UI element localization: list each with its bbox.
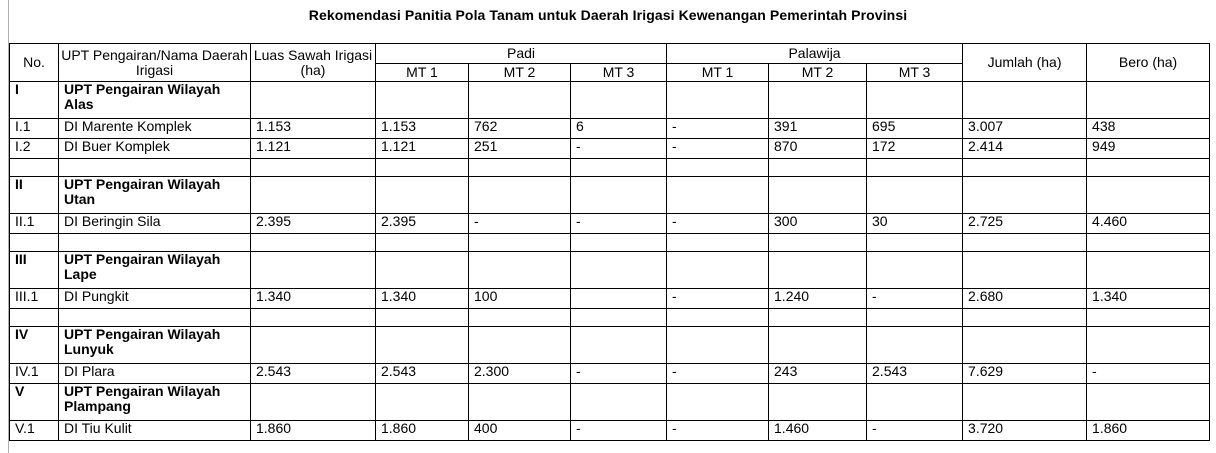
- table-cell: 1.153: [251, 119, 376, 139]
- empty-cell: [59, 309, 251, 327]
- table-cell: 6: [571, 119, 667, 139]
- table-cell: -: [571, 364, 667, 384]
- spacer-row: [10, 309, 1210, 327]
- empty-cell: [963, 159, 1087, 177]
- spacer-row: [10, 234, 1210, 252]
- empty-cell: [963, 384, 1087, 421]
- table-cell: V.1: [10, 421, 59, 441]
- table-row: [10, 214, 1210, 234]
- empty-cell: [469, 234, 571, 252]
- table-cell: 1.860: [376, 421, 469, 441]
- table-cell: -: [667, 289, 769, 309]
- header-palawija-mt1: MT 1: [667, 64, 769, 82]
- empty-cell: [963, 177, 1087, 214]
- table-cell: -: [667, 214, 769, 234]
- empty-cell: [867, 82, 963, 119]
- table-row: [10, 119, 1210, 139]
- table-cell: 1.240: [769, 289, 867, 309]
- table-cell: -: [571, 214, 667, 234]
- empty-cell: [251, 384, 376, 421]
- section-header-row: [10, 177, 1210, 214]
- empty-cell: [867, 252, 963, 289]
- table-cell: DI Buer Komplek: [59, 139, 251, 159]
- table-body: [10, 82, 1210, 441]
- empty-cell: [571, 177, 667, 214]
- empty-cell: [667, 309, 769, 327]
- section-number: V: [10, 384, 59, 421]
- header-jumlah: Jumlah (ha): [963, 44, 1087, 82]
- empty-cell: [251, 309, 376, 327]
- table-cell: DI Marente Komplek: [59, 119, 251, 139]
- table-cell: -: [667, 364, 769, 384]
- empty-cell: [1087, 309, 1210, 327]
- header-palawija: Palawija: [667, 44, 963, 64]
- table-cell: 2.543: [251, 364, 376, 384]
- table-cell: I.1: [10, 119, 59, 139]
- empty-cell: [867, 177, 963, 214]
- table-cell: 1.340: [376, 289, 469, 309]
- table-cell: 2.414: [963, 139, 1087, 159]
- table-cell: II.1: [10, 214, 59, 234]
- table-cell: I.2: [10, 139, 59, 159]
- empty-cell: [1087, 327, 1210, 364]
- section-header-row: [10, 384, 1210, 421]
- empty-cell: [867, 159, 963, 177]
- empty-cell: [769, 309, 867, 327]
- section-header-row: [10, 327, 1210, 364]
- section-name: UPT Pengairan Wilayah Plampang: [59, 384, 251, 421]
- section-number: II: [10, 177, 59, 214]
- section-number: IV: [10, 327, 59, 364]
- section-name: UPT Pengairan Wilayah Utan: [59, 177, 251, 214]
- empty-cell: [10, 234, 59, 252]
- header-luas: Luas Sawah Irigasi (ha): [251, 44, 376, 82]
- empty-cell: [667, 234, 769, 252]
- table-cell: 1.121: [376, 139, 469, 159]
- empty-cell: [376, 234, 469, 252]
- empty-cell: [1087, 159, 1210, 177]
- table-cell: 949: [1087, 139, 1210, 159]
- table-cell: 1.460: [769, 421, 867, 441]
- section-name: UPT Pengairan Wilayah Alas: [59, 82, 251, 119]
- table-cell: 391: [769, 119, 867, 139]
- table-cell: -: [1087, 364, 1210, 384]
- table-cell: 2.395: [376, 214, 469, 234]
- header-palawija-mt2: MT 2: [769, 64, 867, 82]
- header-padi-mt2: MT 2: [469, 64, 571, 82]
- empty-cell: [251, 327, 376, 364]
- table-cell: 870: [769, 139, 867, 159]
- table-cell: 3.720: [963, 421, 1087, 441]
- empty-cell: [251, 159, 376, 177]
- table-cell: DI Pungkit: [59, 289, 251, 309]
- empty-cell: [376, 252, 469, 289]
- empty-cell: [867, 309, 963, 327]
- header-palawija-mt3: MT 3: [867, 64, 963, 82]
- table-cell: 300: [769, 214, 867, 234]
- table-cell: DI Tiu Kulit: [59, 421, 251, 441]
- empty-cell: [769, 252, 867, 289]
- table-cell: 3.007: [963, 119, 1087, 139]
- empty-cell: [469, 177, 571, 214]
- table-cell: 30: [867, 214, 963, 234]
- empty-cell: [469, 252, 571, 289]
- empty-cell: [1087, 384, 1210, 421]
- empty-cell: [251, 177, 376, 214]
- empty-cell: [667, 252, 769, 289]
- table-cell: -: [571, 421, 667, 441]
- table-row: [10, 421, 1210, 441]
- table-cell: 1.340: [1087, 289, 1210, 309]
- empty-cell: [10, 159, 59, 177]
- empty-cell: [667, 327, 769, 364]
- empty-cell: [251, 82, 376, 119]
- empty-cell: [963, 252, 1087, 289]
- table-cell: III.1: [10, 289, 59, 309]
- table-cell: -: [667, 139, 769, 159]
- table-cell: 1.121: [251, 139, 376, 159]
- section-number: III: [10, 252, 59, 289]
- table-cell: 695: [867, 119, 963, 139]
- empty-cell: [571, 252, 667, 289]
- empty-cell: [769, 82, 867, 119]
- section-header-row: [10, 82, 1210, 119]
- empty-cell: [667, 384, 769, 421]
- empty-cell: [867, 384, 963, 421]
- table-cell: 251: [469, 139, 571, 159]
- empty-cell: [769, 384, 867, 421]
- empty-cell: [571, 384, 667, 421]
- empty-cell: [769, 159, 867, 177]
- table-cell: 2.395: [251, 214, 376, 234]
- empty-cell: [376, 309, 469, 327]
- table-cell: [571, 289, 667, 309]
- table-cell: -: [571, 139, 667, 159]
- empty-cell: [469, 327, 571, 364]
- table-row: [10, 364, 1210, 384]
- empty-cell: [571, 82, 667, 119]
- section-header-row: [10, 252, 1210, 289]
- table-cell: 762: [469, 119, 571, 139]
- empty-cell: [469, 384, 571, 421]
- table-cell: 2.680: [963, 289, 1087, 309]
- empty-cell: [251, 252, 376, 289]
- header-padi: Padi: [376, 44, 667, 64]
- empty-cell: [376, 384, 469, 421]
- empty-cell: [1087, 252, 1210, 289]
- empty-cell: [769, 177, 867, 214]
- empty-cell: [963, 234, 1087, 252]
- empty-cell: [469, 82, 571, 119]
- table-cell: 1.340: [251, 289, 376, 309]
- table-cell: DI Beringin Sila: [59, 214, 251, 234]
- table-cell: 4.460: [1087, 214, 1210, 234]
- table-cell: 2.300: [469, 364, 571, 384]
- empty-cell: [963, 327, 1087, 364]
- empty-cell: [667, 177, 769, 214]
- table-cell: 2.543: [376, 364, 469, 384]
- header-padi-mt3: MT 3: [571, 64, 667, 82]
- table-cell: -: [667, 119, 769, 139]
- table-cell: 172: [867, 139, 963, 159]
- table-cell: 1.153: [376, 119, 469, 139]
- section-name: UPT Pengairan Wilayah Lape: [59, 252, 251, 289]
- table-cell: 400: [469, 421, 571, 441]
- empty-cell: [571, 327, 667, 364]
- empty-cell: [571, 234, 667, 252]
- empty-cell: [667, 82, 769, 119]
- empty-cell: [1087, 177, 1210, 214]
- table-cell: 1.860: [251, 421, 376, 441]
- empty-cell: [667, 159, 769, 177]
- section-name: UPT Pengairan Wilayah Lunyuk: [59, 327, 251, 364]
- empty-cell: [469, 159, 571, 177]
- document-title: Rekomendasi Panitia Pola Tanam untuk Daerah Irigasi Kewenangan Pemerintah Provinsi: [308, 7, 908, 23]
- table-cell: DI Plara: [59, 364, 251, 384]
- header-bero: Bero (ha): [1087, 44, 1210, 82]
- empty-cell: [571, 309, 667, 327]
- table-cell: 438: [1087, 119, 1210, 139]
- table-cell: -: [867, 421, 963, 441]
- empty-cell: [963, 309, 1087, 327]
- table-row: [10, 139, 1210, 159]
- empty-cell: [59, 159, 251, 177]
- empty-cell: [469, 309, 571, 327]
- empty-cell: [867, 234, 963, 252]
- empty-cell: [376, 177, 469, 214]
- empty-cell: [867, 327, 963, 364]
- crop-pattern-table: [9, 43, 1210, 441]
- table-cell: 100: [469, 289, 571, 309]
- empty-cell: [1087, 82, 1210, 119]
- table-cell: -: [867, 289, 963, 309]
- empty-cell: [769, 327, 867, 364]
- empty-cell: [59, 234, 251, 252]
- table-header: [10, 44, 1210, 82]
- table-cell: 1.860: [1087, 421, 1210, 441]
- table-cell: 2.543: [867, 364, 963, 384]
- header-no: No.: [10, 44, 59, 82]
- table-cell: 2.725: [963, 214, 1087, 234]
- table-cell: 243: [769, 364, 867, 384]
- table-cell: -: [469, 214, 571, 234]
- table-cell: IV.1: [10, 364, 59, 384]
- table-cell: 7.629: [963, 364, 1087, 384]
- header-padi-mt1: MT 1: [376, 64, 469, 82]
- empty-cell: [963, 82, 1087, 119]
- header-upt: UPT Pengairan/Nama Daerah Irigasi: [59, 44, 251, 82]
- table-row: [10, 289, 1210, 309]
- empty-cell: [251, 234, 376, 252]
- empty-cell: [376, 82, 469, 119]
- empty-cell: [10, 309, 59, 327]
- empty-cell: [769, 234, 867, 252]
- section-number: I: [10, 82, 59, 119]
- table-cell: -: [667, 421, 769, 441]
- empty-cell: [571, 159, 667, 177]
- empty-cell: [376, 327, 469, 364]
- empty-cell: [376, 159, 469, 177]
- empty-cell: [1087, 234, 1210, 252]
- spacer-row: [10, 159, 1210, 177]
